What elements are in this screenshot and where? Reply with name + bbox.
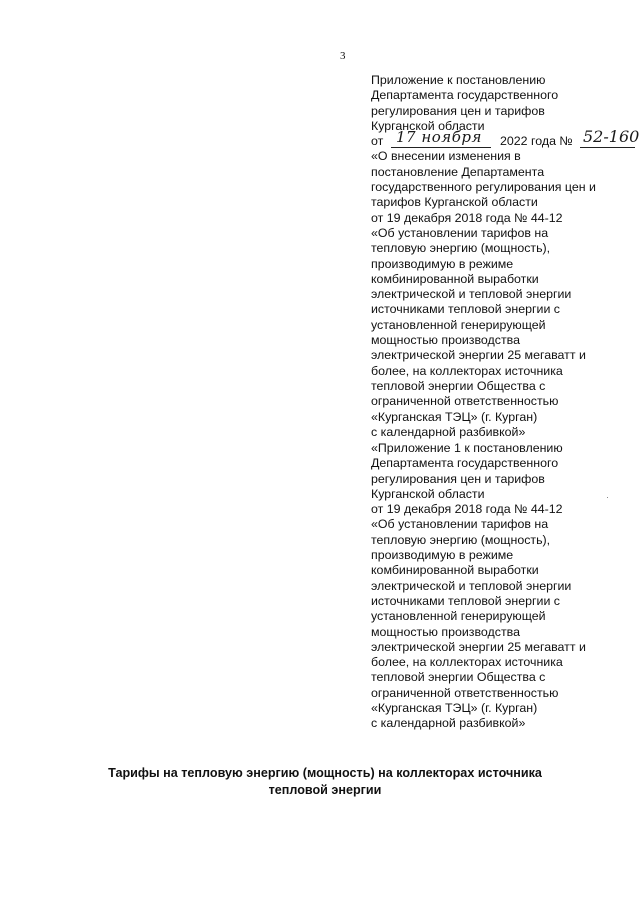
appendix-1-line: тепловую энергию (мощность), (371, 532, 551, 547)
tariffs-heading (60, 765, 590, 799)
date-underline (391, 147, 491, 148)
resolution-title-line: электрической энергии 25 мегаватт и (371, 348, 586, 363)
appendix-1-line: электрической энергии 25 мегаватт и (371, 639, 586, 654)
resolution-title-line: более, на коллекторах источника (371, 363, 563, 378)
appendix-1-line: производимую в режиме (371, 548, 514, 563)
number-underline (580, 147, 635, 148)
appendix-1-line: электрической и тепловой энергии (371, 578, 572, 593)
page-number: 3 (340, 50, 346, 62)
appendix-1-line: Департамента государственного (371, 456, 559, 471)
heading-line: тепловой энергии (268, 783, 382, 797)
resolution-title-line: тепловой энергии Общества с (371, 378, 546, 393)
resolution-title-line: электрической и тепловой энергии (371, 287, 572, 302)
appendix-1-line: более, на коллекторах источника (371, 655, 563, 670)
appendix-1-line: от 19 декабря 2018 года № 44-12 (371, 502, 563, 517)
resolution-title-line: мощностью производства (371, 333, 520, 348)
resolution-title-line: комбинированной выработки (371, 271, 539, 286)
appendix-1-line: мощностью производства (371, 624, 520, 639)
appendix-1-line: «Об установлении тарифов на (371, 517, 549, 532)
appendix-1-line: «Курганская ТЭЦ» (г. Курган) (371, 701, 538, 716)
appendix-line: Приложение к постановлению (371, 73, 546, 87)
resolution-title-line: от 19 декабря 2018 года № 44-12 (371, 210, 563, 225)
resolution-title-line: ограниченной ответственностью (371, 394, 559, 409)
appendix-line: Курганской области (371, 118, 485, 133)
resolution-title-line: государственного регулирования цен и (371, 180, 596, 195)
resolution-date-line (371, 127, 640, 149)
resolution-title-line: производимую в режиме (371, 256, 514, 271)
appendix-1-quoted-block (371, 441, 633, 732)
resolution-title-line: постановление Департамента (371, 164, 545, 179)
resolution-title-line: тарифов Курганской области (371, 195, 538, 210)
appendix-1-line: комбинированной выработки (371, 563, 539, 578)
resolution-title-line: с календарной разбивкой» (371, 424, 526, 439)
year-number-label: 2022 года № (500, 134, 573, 149)
appendix-1-line: ограниченной ответственностью (371, 685, 559, 700)
resolution-title-line: установленной генерирующей (371, 317, 546, 332)
appendix-1-line: регулирования цен и тарифов (371, 471, 545, 486)
appendix-header-block (371, 73, 640, 440)
appendix-1-line: Курганской области (371, 486, 485, 501)
handwritten-date: 17 ноября (396, 128, 482, 147)
resolution-title-line: «О внесении изменения в (371, 149, 521, 164)
resolution-title-line: «Курганская ТЭЦ» (г. Курган) (371, 409, 538, 424)
appendix-1-line: источниками тепловой энергии с (371, 593, 560, 608)
heading-line: Тарифы на тепловую энергию (мощность) на коллекторах источника (108, 766, 542, 780)
handwritten-resolution-number: 52-160 (583, 127, 640, 147)
scan-speck (607, 497, 608, 498)
appendix-1-line: «Приложение 1 к постановлению (371, 441, 563, 455)
appendix-1-line: с календарной разбивкой» (371, 716, 526, 731)
resolution-title-line: тепловую энергию (мощность), (371, 241, 551, 256)
appendix-1-line: тепловой энергии Общества с (371, 670, 546, 685)
resolution-title-line: источниками тепловой энергии с (371, 302, 560, 317)
appendix-line: регулирования цен и тарифов (371, 103, 545, 118)
date-prefix: от (371, 134, 384, 149)
appendix-line: Департамента государственного (371, 88, 559, 103)
resolution-title-line: «Об установлении тарифов на (371, 225, 549, 240)
appendix-1-line: установленной генерирующей (371, 609, 546, 624)
